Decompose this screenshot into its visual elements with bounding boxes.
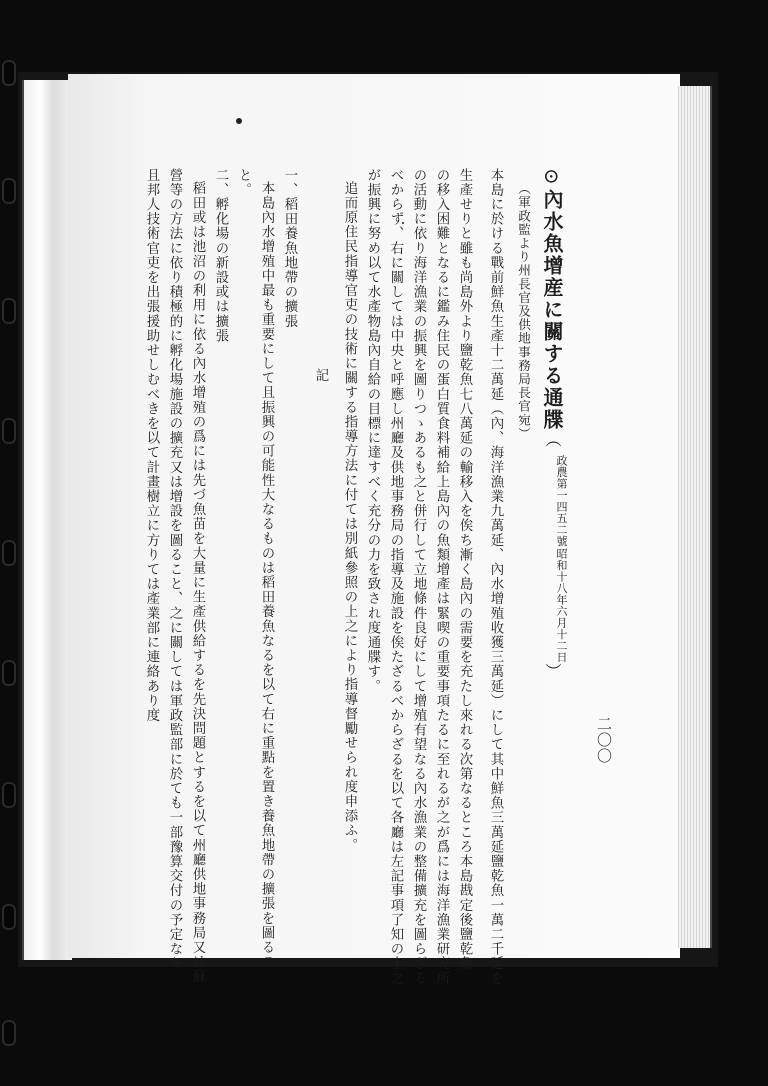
- ki-label: 記: [313, 368, 328, 383]
- document-title-block: [537, 168, 567, 888]
- title-bullet-icon: ⊙: [540, 168, 564, 185]
- document-subtitle: （軍政監より州長官及供地事務局長官宛）: [516, 182, 531, 441]
- paragraph-line: の活動に依り海洋漁業の振興を圖りつゝあるも之と併行して立地條件良好にして增殖有望なる內水漁業の整備擴充を圖らざる: [411, 168, 426, 986]
- section-1-line: 本島內水增殖中最も重要にして且振興の可能性大なるものは稻田養魚なるを以て右に重點を置き養魚地帶の擴張を圖るこ: [259, 181, 274, 970]
- document-body: [122, 168, 568, 986]
- binding-hole: [2, 60, 16, 86]
- book-spine: [22, 80, 72, 960]
- binding-hole: [2, 178, 16, 204]
- title-note-open-paren: （: [543, 430, 562, 447]
- section-2-line: 稻田或は池沼の利用に依る內水增殖の爲には先づ魚苗を大量に生產供給するを先決問題とするを以て州廳供地事務局又は蘇: [190, 181, 205, 984]
- binding-hole: [2, 1020, 16, 1046]
- page-edges: [678, 86, 712, 948]
- binding-hole: [2, 418, 16, 444]
- paragraph-line: べからず、右に關しては中央と呼應し州廳及供地事務局の指導及施設を俟たざるべからざるを以て各廳は左記事項了知の上之: [388, 168, 403, 986]
- title-note: [555, 455, 567, 663]
- title-note-number: 政農第一四五二號: [555, 454, 568, 547]
- page-number: 二〇〇: [595, 716, 613, 764]
- section-1-line: と。: [236, 168, 251, 198]
- paragraph-line: 本島に於ける戰前鮮魚生產十二萬延（內、海洋漁業九萬延、內水增殖收獲三萬延）にして其中鮮魚三萬延鹽乾魚一萬二千延を: [488, 168, 503, 986]
- section-heading-2: 二、孵化場の新設或は擴張: [213, 168, 228, 344]
- ink-speck: [236, 118, 242, 124]
- section-2-line: 營等の方法に依り積極的に孵化場施設の擴充又は增設を圖ること、之に關しては軍政監部に於ても一部豫算交付の予定なり: [167, 168, 182, 971]
- binding-hole: [2, 904, 16, 930]
- paragraph-line: 生產せりと雖も尚島外より鹽乾魚七八萬延の輸移入を俟ち漸く島內の需要を充たし來れる次第なるところ本島戡定後鹽乾魚: [457, 168, 472, 971]
- binding-hole: [2, 660, 16, 686]
- paragraph-line: が振興に努め以て水產物島內自給の目標に達すべく充分の力を致され度通牒す。: [365, 168, 380, 694]
- section-2-line: 且邦人技術官吏を出張援助せしむべきを以て計畫樹立に方りては產業部に連絡あり度: [144, 168, 159, 723]
- paragraph-line: の移入困難となるに鑑み住民の蛋白質食料補給上島內の魚類增產は緊喫の重要事項たるに至れるが之が爲には海洋漁業研究所: [434, 168, 449, 986]
- title-note-date: 昭和十八年六月十二日: [555, 547, 568, 663]
- binding-hole: [2, 298, 16, 324]
- document-title: 內水魚增産に關する通牒: [540, 188, 564, 431]
- binding-hole: [2, 782, 16, 808]
- section-heading-1: 一、稻田養魚地帶の擴張: [282, 168, 297, 329]
- postscript-line: 追而原住民指導官吏の技術に關する指導方法に付ては別紙參照の上之により指導督勵せられ度申添ふ。: [342, 181, 357, 853]
- binding-hole: [2, 540, 16, 566]
- title-note-close-paren: ）: [543, 662, 562, 679]
